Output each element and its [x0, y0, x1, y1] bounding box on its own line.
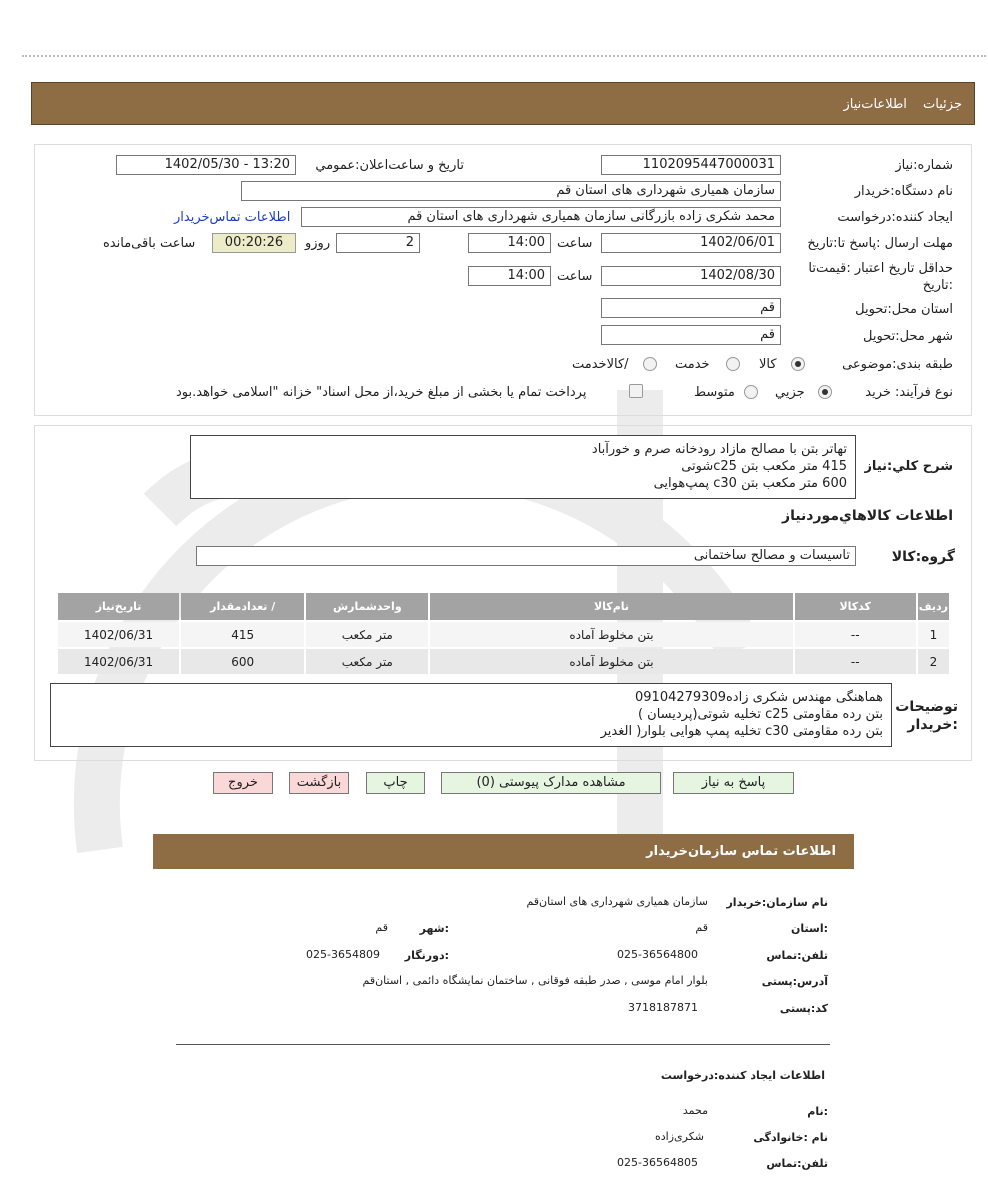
creator-label: ایجاد کننده:درخواست — [837, 210, 953, 225]
category-goods-radio[interactable] — [791, 357, 805, 371]
cell-quantity: 600 — [181, 649, 304, 674]
category-service-radio[interactable] — [726, 357, 740, 371]
goods-table — [56, 591, 951, 676]
province-label: استان محل:تحویل — [855, 302, 953, 317]
category-service-label: خدمت — [675, 357, 710, 372]
summary-line-3: 600 متر مکعب بتن c30 پمپ‌هوایی — [653, 476, 847, 491]
cell-unit: متر مکعب — [306, 649, 428, 674]
buyer-notes-label-1: توضیحات — [895, 699, 958, 715]
send-time-label: ساعت — [557, 236, 593, 251]
attachments-button[interactable]: مشاهده مدارک پیوستی (0) — [441, 772, 661, 794]
cell-unit: متر مکعب — [306, 622, 428, 647]
validity-date-field: 1402/08/30 — [601, 266, 781, 286]
reply-button[interactable]: پاسخ به نیاز — [673, 772, 794, 794]
remaining-label: ساعت باقی‌مانده — [103, 236, 196, 251]
creator-info-heading: اطلاعات ایجاد کننده:درخواست — [660, 1069, 825, 1082]
exit-button[interactable]: خروج — [213, 772, 273, 794]
table-header-row — [58, 593, 949, 620]
cell-row: 1 — [918, 622, 949, 647]
validity-time-field: 14:00 — [468, 266, 551, 286]
goods-info-heading: اطلاعات کالاهاي‌موردنیاز — [782, 508, 953, 524]
creator-name-value: محمد — [682, 1104, 708, 1117]
category-goods-service-label: /کالاخدمت — [572, 357, 629, 372]
back-button[interactable]: بازگشت — [289, 772, 349, 794]
top-divider — [22, 55, 986, 57]
tab-details[interactable]: جزئیات — [923, 97, 962, 112]
cell-date: 1402/06/31 — [58, 622, 179, 647]
tab-need-info[interactable]: اطلاعات‌نیاز — [843, 97, 907, 112]
table-row — [58, 649, 949, 674]
buyer-contact-link[interactable]: اطلاعات تماس‌خریدار — [174, 210, 291, 225]
validity-time-label: ساعت — [557, 269, 593, 284]
process-partial-radio[interactable] — [818, 385, 832, 399]
contact-org-value: سازمان همیاری شهرداری های استان‌قم — [526, 895, 708, 908]
contact-city-label: :شهر — [419, 922, 449, 935]
contact-org-label: نام سازمان:خریدار — [726, 896, 828, 909]
buyer-notes-text — [50, 683, 892, 747]
contact-phone-label: تلفن:تماس — [766, 949, 828, 962]
cell-row: 2 — [918, 649, 949, 674]
contact-postal-value: 3718187871 — [628, 1001, 698, 1014]
buyer-org-field: سازمان همیاری شهرداری های استان قم — [241, 181, 781, 201]
city-label: شهر محل:تحویل — [863, 329, 953, 344]
cell-quantity: 415 — [181, 622, 304, 647]
group-label: گروه:کالا — [891, 549, 955, 565]
send-time-field: 14:00 — [468, 233, 551, 253]
validity-label-1: حداقل تاریخ اعتبار :قیمت‌تا — [808, 261, 953, 276]
remaining-timer: 00:20:26 — [212, 233, 296, 253]
group-field: تاسیسات و مصالح ساختمانی — [196, 546, 856, 566]
buyer-notes-line-3: بتن رده مقاومتی c30 تخلیه پمپ هوایی بلوار( الغدیر — [600, 724, 883, 739]
creator-family-value: شکری‌زاده — [654, 1130, 704, 1143]
creator-name-label: :نام — [807, 1105, 828, 1118]
summary-label: شرح کلي:نیاز — [864, 459, 953, 474]
creator-phone-label: تلفن:تماس — [766, 1157, 828, 1170]
col-quantity: / تعدادمقدار — [181, 593, 304, 620]
announce-label: تاریخ و ساعت‌اعلان:عمومي — [315, 158, 464, 173]
col-date: تاریخ‌نیاز — [58, 593, 179, 620]
contact-address-value: بلوار امام موسی , صدر طبقه فوقانی , ساختمان نمایشگاه دائمی , استان‌قم — [362, 974, 708, 987]
summary-text — [190, 435, 856, 499]
col-code: کدکالا — [795, 593, 916, 620]
buyer-notes-line-1: هماهنگی مهندس شکری زاده09104279309 — [635, 690, 883, 705]
col-unit: واحدشمارش — [306, 593, 428, 620]
cell-name: بتن مخلوط آماده — [430, 622, 792, 647]
buyer-notes-label-2: :خریدار — [907, 717, 958, 733]
creator-phone-value: 025-36564805 — [617, 1156, 698, 1169]
contact-province-label: :استان — [791, 922, 828, 935]
contact-address-label: آدرس:پستی — [761, 975, 828, 988]
payment-checkbox[interactable] — [629, 384, 643, 398]
contact-city-value: قم — [375, 921, 388, 934]
category-goods-label: کالا — [759, 357, 777, 372]
summary-line-1: تهاتر بتن با مصالح مازاد رودخانه صرم و خورآباد — [591, 442, 847, 457]
send-deadline-label: مهلت ارسال :پاسخ تا:تاریخ — [807, 236, 953, 251]
days-label: روزو — [305, 236, 331, 251]
process-medium-radio[interactable] — [744, 385, 758, 399]
need-number-label: شماره:نیاز — [895, 158, 953, 173]
need-number-field: 1102095447000031 — [601, 155, 781, 175]
process-medium-label: متوسط — [694, 385, 735, 400]
cell-date: 1402/06/31 — [58, 649, 179, 674]
validity-label-2: :تاریخ — [922, 278, 953, 293]
cell-code: -- — [795, 649, 916, 674]
buyer-org-label: نام دستگاه:خریدار — [854, 184, 953, 199]
announce-field: 1402/05/30 - 13:20 — [116, 155, 296, 175]
contact-fax-label: :دورنگار — [404, 949, 449, 962]
cell-name: بتن مخلوط آماده — [430, 649, 792, 674]
contact-province-value: قم — [695, 921, 708, 934]
buyer-notes-line-2: بتن رده مقاومتی c25 تخلیه شوتی(پردیسان ) — [637, 707, 883, 722]
category-goods-service-radio[interactable] — [643, 357, 657, 371]
contact-postal-label: کد:پستی — [779, 1002, 828, 1015]
creator-field: محمد شکری زاده بازرگانی سازمان همیاری شهرداری های استان قم — [301, 207, 781, 227]
process-partial-label: جزیي — [775, 385, 805, 400]
contact-divider — [176, 1044, 830, 1045]
category-label: طبقه بندی:موضوعی — [842, 357, 953, 372]
summary-line-2: 415 متر مکعب بتن c25شوتی — [681, 459, 847, 474]
page-header — [31, 82, 975, 125]
province-field: قم — [601, 298, 781, 318]
process-type-label: نوع فرآیند: خرید — [865, 385, 953, 400]
table-row — [58, 622, 949, 647]
send-date-field: 1402/06/01 — [601, 233, 781, 253]
contact-fax-value: 025-3654809 — [306, 948, 380, 961]
contact-heading: اطلاعات تماس سازمان‌خریدار — [153, 834, 854, 869]
print-button[interactable]: چاپ — [366, 772, 425, 794]
days-field: 2 — [336, 233, 420, 253]
col-row: ردیف — [918, 593, 949, 620]
city-field: قم — [601, 325, 781, 345]
creator-family-label: نام :خانوادگی — [753, 1131, 828, 1144]
col-name: نام‌کالا — [430, 593, 792, 620]
contact-phone-value: 025-36564800 — [617, 948, 698, 961]
cell-code: -- — [795, 622, 916, 647]
payment-note: پرداخت تمام یا بخشی از مبلغ خرید،از محل اسناد" خزانه "اسلامی خواهد.بود — [176, 385, 587, 400]
